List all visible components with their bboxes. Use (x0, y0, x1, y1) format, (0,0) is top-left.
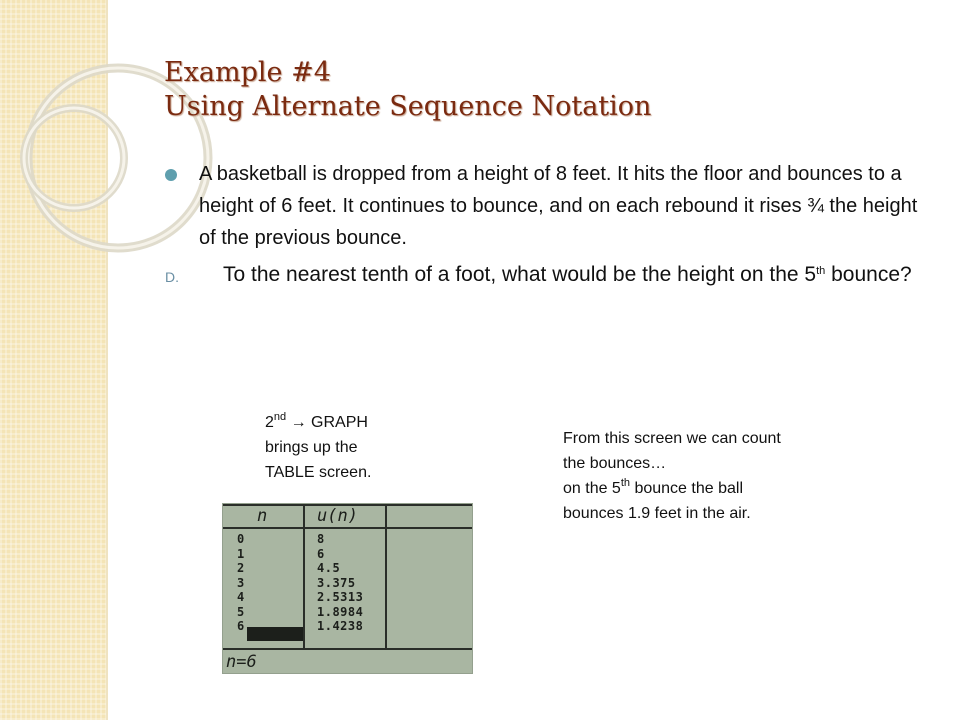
slide-title-line-2: Using Alternate Sequence Notation (164, 91, 652, 122)
question-text-part-2: bounce? (825, 263, 912, 286)
calculator-u-column (317, 532, 363, 634)
instruction-key-suffix: nd (273, 411, 287, 423)
explanation-line-3 (563, 476, 903, 501)
question-text-part-1: To the nearest tenth of a foot, what would be the height on the 5 (223, 263, 817, 286)
question-ordinal-suffix: th (816, 265, 826, 277)
calculator-n-value: 6 (237, 619, 245, 633)
slide-body (165, 158, 925, 291)
bullet-dot-icon (165, 169, 177, 181)
explanation-line-1: From this screen we can count (563, 430, 781, 447)
calculator-table-screen (222, 503, 473, 674)
calculator-u-value: 2.5313 (317, 590, 364, 604)
calculator-u-value: 1.8984 (317, 604, 364, 619)
calculator-n-column (237, 532, 245, 634)
slide-title-line-1: Example #4 (164, 57, 331, 88)
calculator-header-divider (223, 527, 472, 529)
calculator-u-value: 8 (317, 532, 325, 546)
calculator-n-value: 2 (237, 561, 245, 575)
instruction-graph: → GRAPH (286, 414, 368, 431)
calculator-n-value: 5 (237, 604, 245, 619)
calculator-u-value: 6 (317, 546, 325, 561)
explanation-line-3-part-2: bounce the ball (630, 480, 743, 497)
calculator-n-value: 0 (237, 532, 245, 546)
instruction-line-3: TABLE screen. (265, 464, 372, 481)
problem-bullet (165, 158, 925, 254)
calculator-cursor (247, 627, 303, 641)
explanation-line-4: bounces 1.9 feet in the air. (563, 505, 751, 522)
instruction-line-1 (265, 410, 465, 435)
calculator-u-value: 3.375 (317, 575, 356, 590)
question-marker: D. (165, 269, 179, 285)
explanation-line-3-part-1: on the 5 (563, 480, 621, 497)
explanation-ordinal-suffix: th (620, 477, 631, 489)
instruction-key: 2 (265, 414, 274, 431)
instruction-line-2: brings up the (265, 439, 358, 456)
calculator-status-line: n=6 (226, 652, 257, 672)
calculator-header-u: u(n) (317, 506, 358, 526)
calculator-n-value: 4 (237, 590, 245, 604)
problem-text: A basketball is dropped from a height of 8 feet. It hits the floor and bounces to a height of 6 feet. It continues to bounce, and on each rebound it rises ¾ the height of the previous bounce. (199, 163, 918, 249)
calculator-status-divider (223, 648, 472, 650)
explanation-line-2: the bounces… (563, 455, 667, 472)
calculator-n-value: 3 (237, 575, 245, 590)
question-item (165, 259, 925, 291)
calculator-n-value: 1 (237, 546, 245, 561)
calculator-header-n: n (257, 506, 268, 526)
calculator-u-value: 1.4238 (317, 619, 364, 633)
slide-title (164, 56, 651, 124)
instruction-note (265, 410, 465, 485)
explanation-note (563, 426, 903, 526)
calculator-u-value: 4.5 (317, 561, 341, 575)
